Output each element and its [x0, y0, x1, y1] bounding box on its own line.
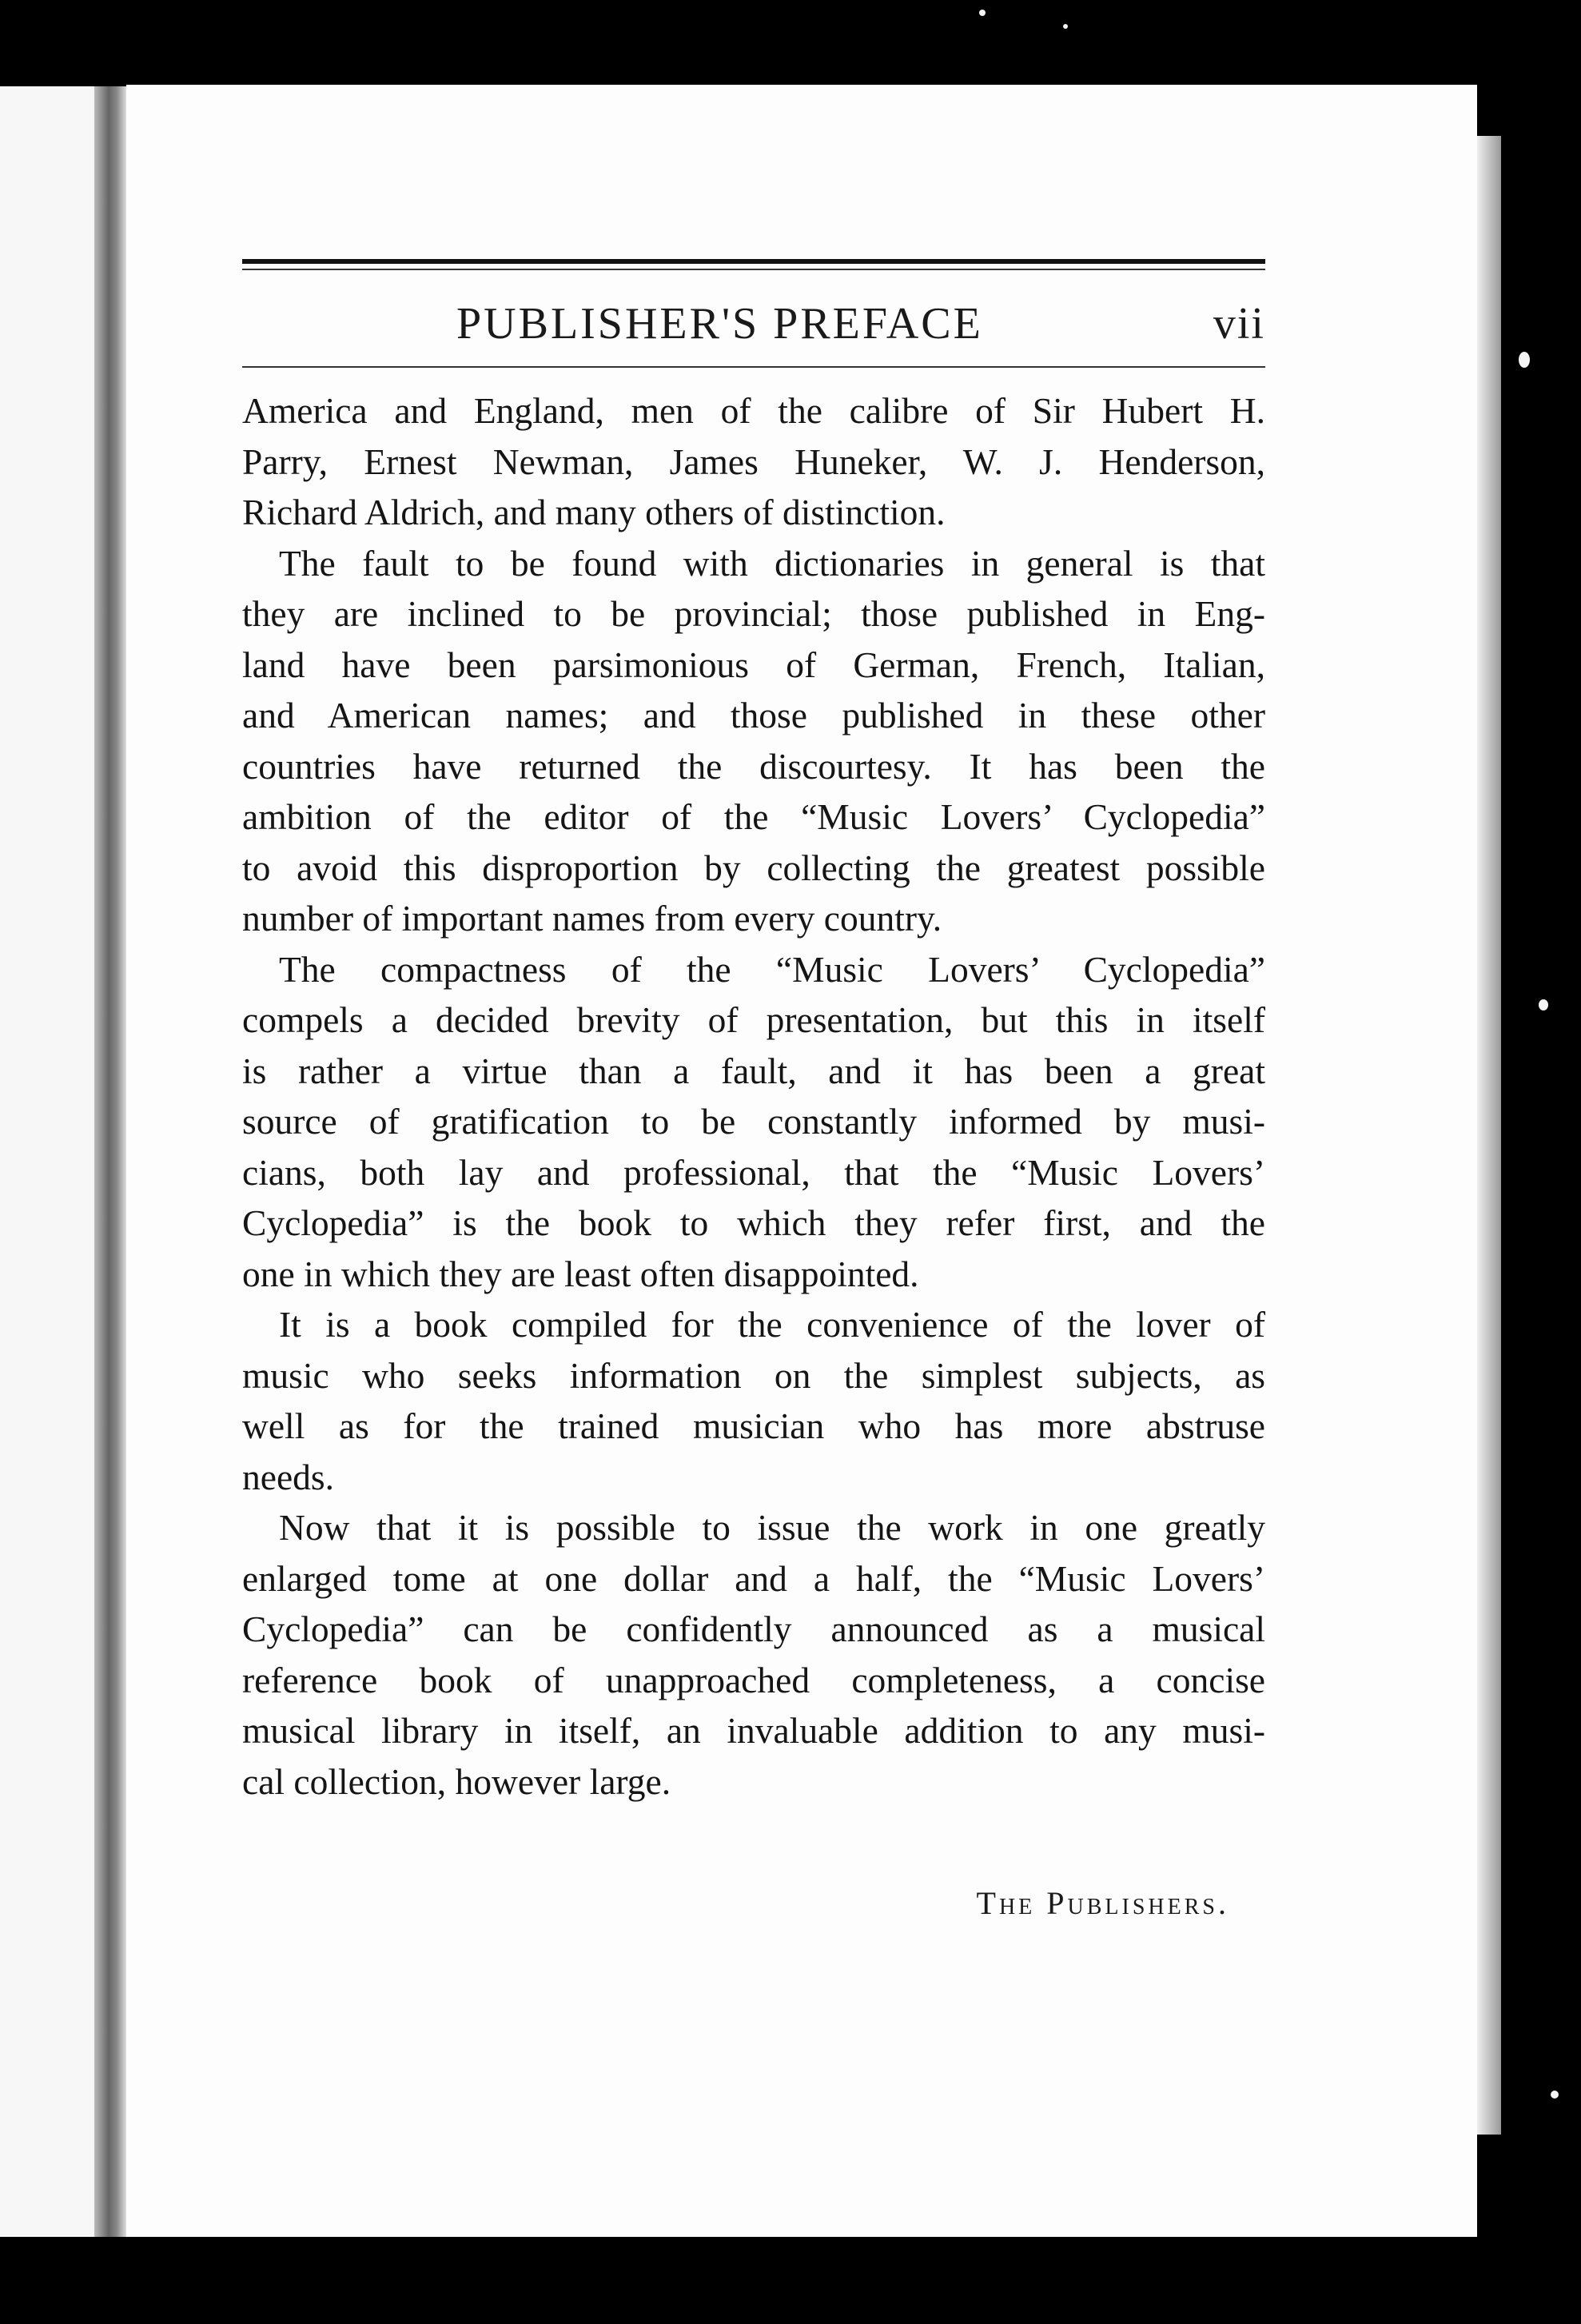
text-line: Richard Aldrich, and many others of distinction.	[242, 492, 946, 532]
page-number: vii	[1213, 299, 1265, 349]
scan-speck	[1063, 24, 1068, 29]
header-rule-bottom	[242, 366, 1265, 368]
text-line: well as for the trained musician who has more abstruse	[242, 1405, 1265, 1446]
text-line: The fault to be found with dictionaries in general is that	[279, 542, 1265, 584]
text-line: needs.	[242, 1456, 334, 1497]
text-line: Now that it is possible to issue the work in one greatly	[279, 1507, 1265, 1548]
text-line: reference book of unapproached completeness, a concise	[242, 1659, 1265, 1700]
text-line: America and England, men of the calibre of Sir Hubert H.	[242, 390, 1265, 431]
text-line: land have been parsimonious of German, French, Italian,	[242, 644, 1265, 685]
text-line: cians, both lay and professional, that the “Music Lovers’	[242, 1151, 1265, 1193]
text-line: It is a book compiled for the convenience of the lover of	[279, 1304, 1265, 1345]
header-rule-thick	[242, 259, 1265, 264]
text-line: they are inclined to be provincial; those published in Eng-	[242, 593, 1265, 634]
scan-speck	[1519, 352, 1530, 368]
book-binding-gutter	[94, 86, 126, 2237]
text-line: Parry, Ernest Newman, James Huneker, W. J. Henderson,	[242, 440, 1265, 482]
text-line: compels a decided brevity of presentation, but this in itself	[242, 999, 1265, 1040]
scan-speck	[1539, 999, 1548, 1011]
scan-speck	[1551, 2091, 1559, 2099]
text-line: ambition of the editor of the “Music Lovers’ Cyclopedia”	[242, 796, 1265, 837]
signature: The Publishers.	[976, 1885, 1229, 1921]
text-line: cal collection, however large.	[242, 1760, 671, 1802]
running-title: PUBLISHER'S PREFACE	[456, 299, 983, 349]
header-rule-thin	[242, 269, 1265, 270]
book-page	[126, 85, 1477, 2237]
page-right-edge	[1477, 136, 1501, 2135]
running-head	[242, 288, 1265, 360]
scan-speck	[979, 10, 986, 16]
text-line: is rather a virtue than a fault, and it has been a great	[242, 1050, 1265, 1091]
text-line: to avoid this disproportion by collecting the greatest possible	[242, 847, 1265, 888]
text-line: source of gratification to be constantly informed by musi-	[242, 1101, 1265, 1142]
text-line: countries have returned the discourtesy. It has been the	[242, 745, 1265, 787]
text-line: one in which they are least often disappointed.	[242, 1253, 919, 1294]
text-line: number of important names from every country.	[242, 898, 942, 939]
text-line: enlarged tome at one dollar and a half, the “Music Lovers’	[242, 1557, 1265, 1599]
body-text	[242, 385, 1265, 1807]
text-line: musical library in itself, an invaluable addition to any musi-	[242, 1710, 1265, 1751]
text-line: The compactness of the “Music Lovers’ Cyclopedia”	[279, 948, 1265, 990]
text-line: Cyclopedia” is the book to which they refer first, and the	[242, 1202, 1265, 1243]
text-line: and American names; and those published in these other	[242, 695, 1265, 735]
text-line: music who seeks information on the simplest subjects, as	[242, 1354, 1265, 1396]
text-line: Cyclopedia” can be confidently announced as a musical	[242, 1608, 1265, 1649]
